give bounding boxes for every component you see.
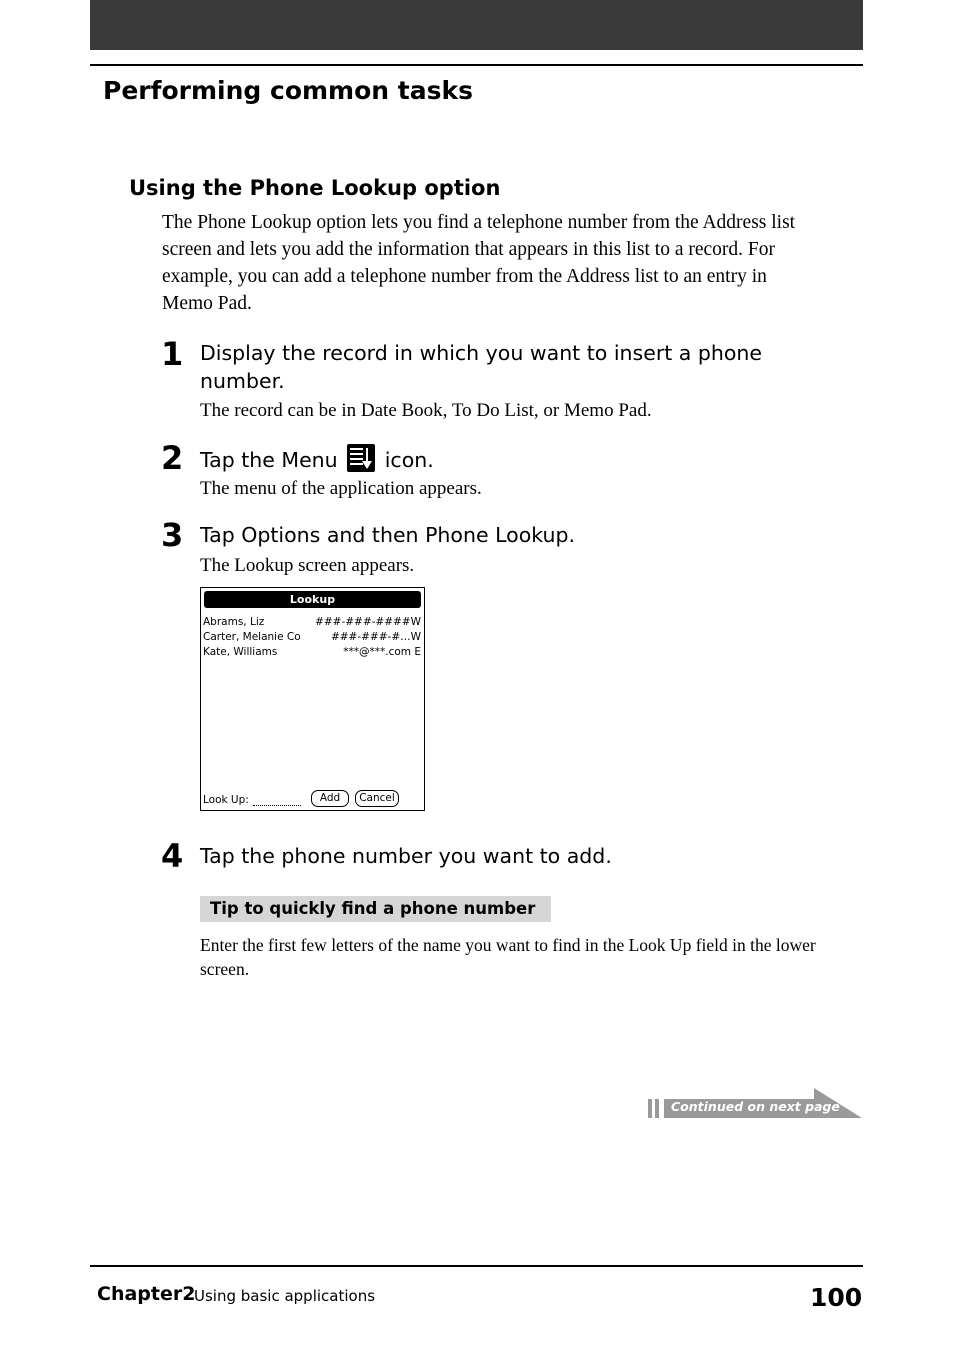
top-rule: [90, 64, 863, 66]
step-1-number: 1: [161, 335, 184, 373]
step-2-number: 2: [161, 439, 184, 477]
step-1-note: The record can be in Date Book, To Do List, or Memo Pad.: [200, 400, 652, 421]
bottom-rule: [90, 1265, 863, 1267]
step-3-note: The Lookup screen appears.: [200, 555, 415, 576]
lookup-field-label: Look Up:: [203, 794, 249, 806]
menu-icon: [346, 443, 376, 473]
section-title: Performing common tasks: [103, 76, 473, 105]
lookup-row-name: Kate, Williams: [203, 646, 278, 658]
tip-title: Tip to quickly find a phone number: [210, 899, 536, 918]
continued-label: Continued on next page: [671, 1099, 840, 1114]
top-bar: [90, 0, 863, 50]
chapter-label: Chapter2: [97, 1283, 196, 1305]
step-4-text: Tap the phone number you want to add.: [200, 844, 612, 868]
step-2-text: [200, 443, 820, 474]
intro-paragraph: The Phone Lookup option lets you find a telephone number from the Address list screen and lets you add the information that appears in this list to a record. For example, you can add a telephone number from the Address list to an entry in Memo Pad.: [162, 212, 796, 314]
lookup-row-name: Abrams, Liz: [203, 616, 265, 628]
lookup-row[interactable]: [203, 615, 421, 630]
subsection-title: Using the Phone Lookup option: [129, 176, 501, 200]
cancel-button[interactable]: Cancel: [355, 790, 399, 807]
lookup-row-value: ###-###-#…W: [330, 631, 421, 643]
step-2-text-before: Tap the Menu: [200, 448, 338, 472]
lookup-row[interactable]: [203, 630, 421, 645]
lookup-title: Lookup: [204, 591, 421, 608]
step-2-note: The menu of the application appears.: [200, 478, 482, 499]
step-4-number: 4: [161, 837, 184, 875]
step-3-text: Tap Options and then Phone Lookup.: [200, 523, 575, 547]
add-button[interactable]: Add: [311, 790, 349, 807]
lookup-row-value: ***@***.com E: [343, 646, 421, 658]
step-3-number: 3: [161, 516, 184, 554]
page-number: 100: [810, 1283, 863, 1312]
lookup-screen: [200, 587, 425, 811]
lookup-input[interactable]: [253, 805, 301, 806]
step-2-text-after: icon.: [384, 448, 434, 472]
lookup-row-name: Carter, Melanie Co: [203, 631, 301, 643]
chapter-title: Using basic applications: [194, 1287, 376, 1305]
lookup-row-value: ###-###-####W: [315, 616, 421, 628]
tip-text: Enter the first few letters of the name you want to find in the Look Up field in the lower screen.: [200, 935, 816, 979]
lookup-row[interactable]: [203, 645, 421, 660]
step-1-text: Display the record in which you want to insert a phone number.: [200, 341, 763, 393]
